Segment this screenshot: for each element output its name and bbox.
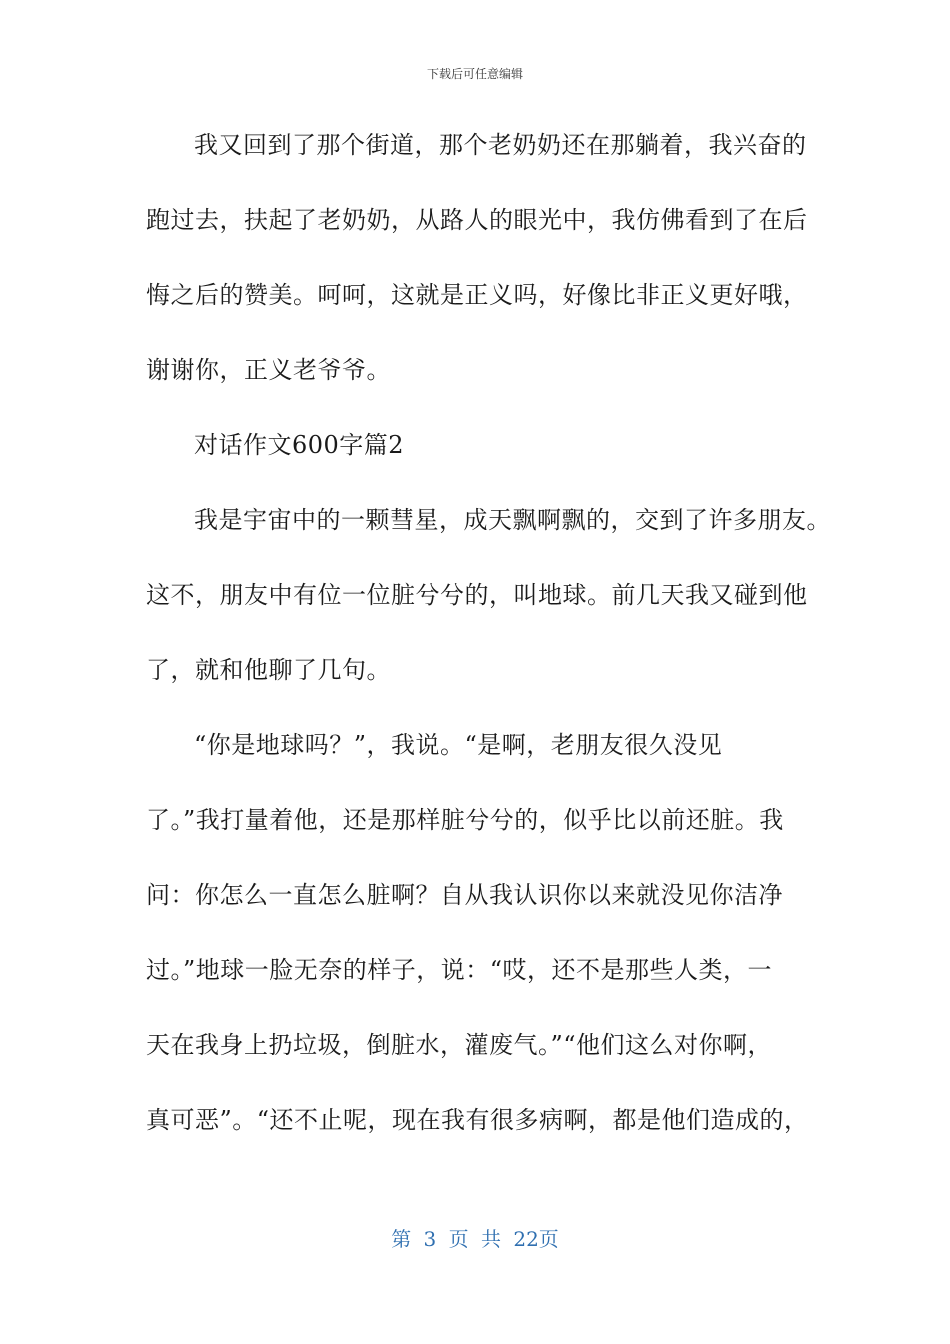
body-line: 过。”地球一脸无奈的样子，说：“哎，还不是那些人类，一 bbox=[146, 956, 773, 984]
body-line: 跑过去，扶起了老奶奶，从路人的眼光中，我仿佛看到了在后 bbox=[146, 206, 808, 234]
body-line: 这不，朋友中有位一位脏兮兮的，叫地球。前几天我又碰到他 bbox=[146, 581, 808, 609]
section-heading: 对话作文600字篇2 bbox=[194, 431, 405, 459]
body-line: 我又回到了那个街道，那个老奶奶还在那躺着，我兴奋的 bbox=[194, 131, 807, 159]
page-header-note: 下载后可任意编辑 bbox=[426, 67, 523, 81]
body-line: 我是宇宙中的一颗彗星，成天飘啊飘的，交到了许多朋友。 bbox=[194, 506, 831, 534]
page-number-footer: 第 3 页 共 22页 bbox=[391, 1227, 559, 1251]
body-line: 悔之后的赞美。呵呵，这就是正义吗，好像比非正义更好哦， bbox=[146, 281, 808, 309]
body-line: 了，就和他聊了几句。 bbox=[146, 656, 391, 684]
body-line: 问：你怎么一直怎么脏啊？自从我认识你以来就没见你洁净 bbox=[146, 881, 783, 909]
body-line: 谢谢你，正义老爷爷。 bbox=[146, 356, 391, 384]
body-line: 真可恶”。“还不止呢，现在我有很多病啊，都是他们造成的， bbox=[146, 1106, 809, 1134]
body-line: 天在我身上扔垃圾，倒脏水，灌废气。”“他们这么对你啊， bbox=[146, 1031, 773, 1059]
body-line: 了。”我打量着他，还是那样脏兮兮的，似乎比以前还脏。我 bbox=[146, 806, 784, 834]
body-line: “你是地球吗？”，我说。“是啊，老朋友很久没见 bbox=[194, 731, 723, 759]
